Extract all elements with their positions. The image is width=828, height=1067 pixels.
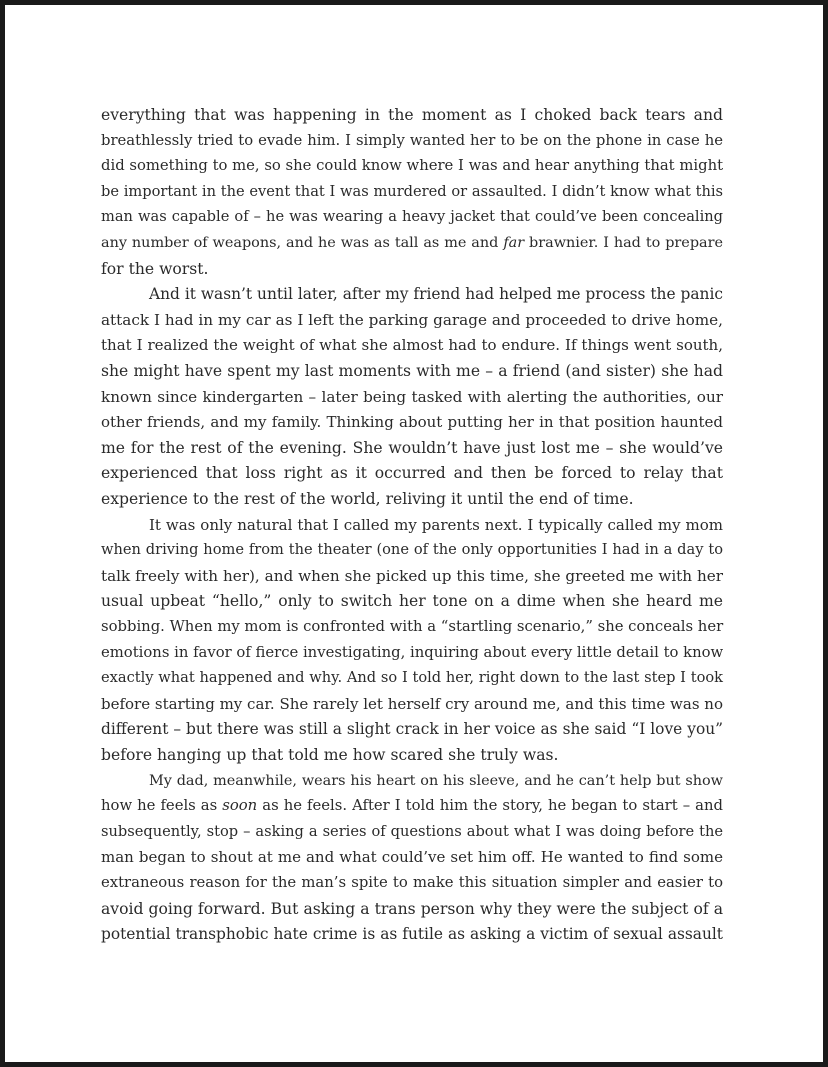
text-line bbox=[101, 131, 723, 151]
text-line bbox=[101, 489, 723, 509]
text-segment: brawnier. I had to prepare bbox=[524, 235, 724, 251]
text-line bbox=[101, 310, 723, 330]
text-line bbox=[101, 540, 723, 560]
text-line bbox=[101, 924, 723, 944]
text-line bbox=[101, 387, 723, 407]
text-segment: before hanging up that told me how scared she truly was. bbox=[101, 746, 559, 764]
text-segment: how he feels as bbox=[101, 797, 223, 815]
document-page bbox=[5, 5, 823, 1062]
text-line bbox=[101, 438, 723, 458]
text-segment: My dad, meanwhile, wears his heart on his sleeve, and he can’t help but show bbox=[149, 772, 723, 789]
text-segment: me for the rest of the evening. She wouldn’t have just lost me – she would’ve bbox=[101, 438, 723, 457]
text-segment: It was only natural that I called my parents next. I typically called my mom bbox=[149, 515, 723, 534]
text-line bbox=[101, 617, 723, 637]
text-line bbox=[101, 899, 723, 919]
text-line bbox=[101, 182, 723, 202]
text-segment: experience to the rest of the world, reliving it until the end of time. bbox=[101, 490, 634, 508]
emphasis-text: far bbox=[503, 235, 525, 251]
text-segment: attack I had in my car as I left the parking garage and proceeded to drive home, bbox=[101, 310, 723, 329]
emphasis-text: soon bbox=[222, 797, 258, 815]
text-segment: other friends, and my family. Thinking about putting her in that position haunted bbox=[101, 413, 723, 432]
text-line bbox=[101, 847, 723, 867]
text-segment: she might have spent my last moments with me – a friend (and sister) she had bbox=[101, 362, 723, 380]
text-segment: subsequently, stop – asking a series of questions about what I was doing before the bbox=[101, 822, 723, 840]
text-line bbox=[101, 822, 723, 842]
text-line bbox=[101, 796, 723, 816]
text-line bbox=[101, 873, 723, 893]
text-line bbox=[101, 566, 723, 586]
text-segment: for the worst. bbox=[101, 259, 209, 278]
text-segment: man was capable of – he was wearing a heavy jacket that could’ve been concealing bbox=[101, 208, 723, 226]
text-segment: when driving home from the theater (one of the only opportunities I had in a day to bbox=[101, 541, 723, 559]
text-segment: breathlessly tried to evade him. I simply wanted her to be on the phone in case he bbox=[101, 131, 723, 149]
text-segment: man began to shout at me and what could’ve set him off. He wanted to find some bbox=[101, 848, 723, 867]
text-segment: talk freely with her), and when she picked up this time, she greeted me with her bbox=[101, 566, 723, 585]
text-segment: experienced that loss right as it occurred and then be forced to relay that bbox=[101, 464, 723, 483]
text-segment: sobbing. When my mom is confronted with a “startling scenario,” she conceals her bbox=[101, 618, 724, 635]
text-segment: did something to me, so she could know where I was and hear anything that might bbox=[101, 157, 724, 175]
text-line bbox=[101, 719, 723, 739]
text-line bbox=[101, 233, 723, 253]
text-segment: extraneous reason for the man’s spite to make this situation simpler and easier to bbox=[101, 874, 723, 891]
text-segment: usual upbeat “hello,” only to switch her tone on a dime when she heard me bbox=[101, 592, 723, 611]
text-segment: potential transphobic hate crime is as futile as asking a victim of sexual assault bbox=[101, 925, 723, 944]
text-segment: everything that was happening in the moment as I choked back tears and bbox=[101, 106, 723, 124]
text-segment: avoid going forward. But asking a trans person why they were the subject of a bbox=[101, 899, 723, 918]
text-line bbox=[149, 515, 723, 535]
text-segment: be important in the event that I was murdered or assaulted. I didn’t know what this bbox=[101, 182, 723, 200]
text-segment: exactly what happened and why. And so I told her, right down to the last step I took bbox=[101, 669, 723, 687]
text-segment: as he feels. After I told him the story, he began to start – and bbox=[257, 797, 723, 815]
text-segment: different – but there was still a slight crack in her voice as she said “I love you” bbox=[101, 720, 723, 739]
text-line bbox=[101, 643, 723, 663]
text-segment: before starting my car. She rarely let herself cry around me, and this time was no bbox=[101, 694, 723, 713]
text-segment: And it wasn’t until later, after my friend had helped me process the panic bbox=[149, 285, 723, 304]
text-segment: emotions in favor of fierce investigating, inquiring about every little detail to know bbox=[101, 643, 724, 661]
text-segment: that I realized the weight of what she almost had to endure. If things went south, bbox=[101, 336, 723, 355]
text-line bbox=[101, 694, 723, 714]
text-line bbox=[149, 771, 723, 791]
text-segment: any number of weapons, and he was as tall as me and bbox=[101, 235, 504, 251]
text-line bbox=[149, 284, 723, 304]
text-line bbox=[101, 463, 723, 483]
text-line bbox=[101, 668, 723, 688]
text-line bbox=[101, 207, 723, 227]
text-segment: known since kindergarten – later being tasked with alerting the authorities, our bbox=[101, 387, 723, 406]
text-line bbox=[101, 591, 723, 611]
text-line bbox=[101, 335, 723, 355]
text-line bbox=[101, 412, 723, 432]
text-line bbox=[101, 361, 723, 381]
text-line bbox=[101, 156, 723, 176]
text-line bbox=[101, 745, 723, 765]
text-line bbox=[101, 105, 723, 125]
text-line bbox=[101, 259, 723, 279]
